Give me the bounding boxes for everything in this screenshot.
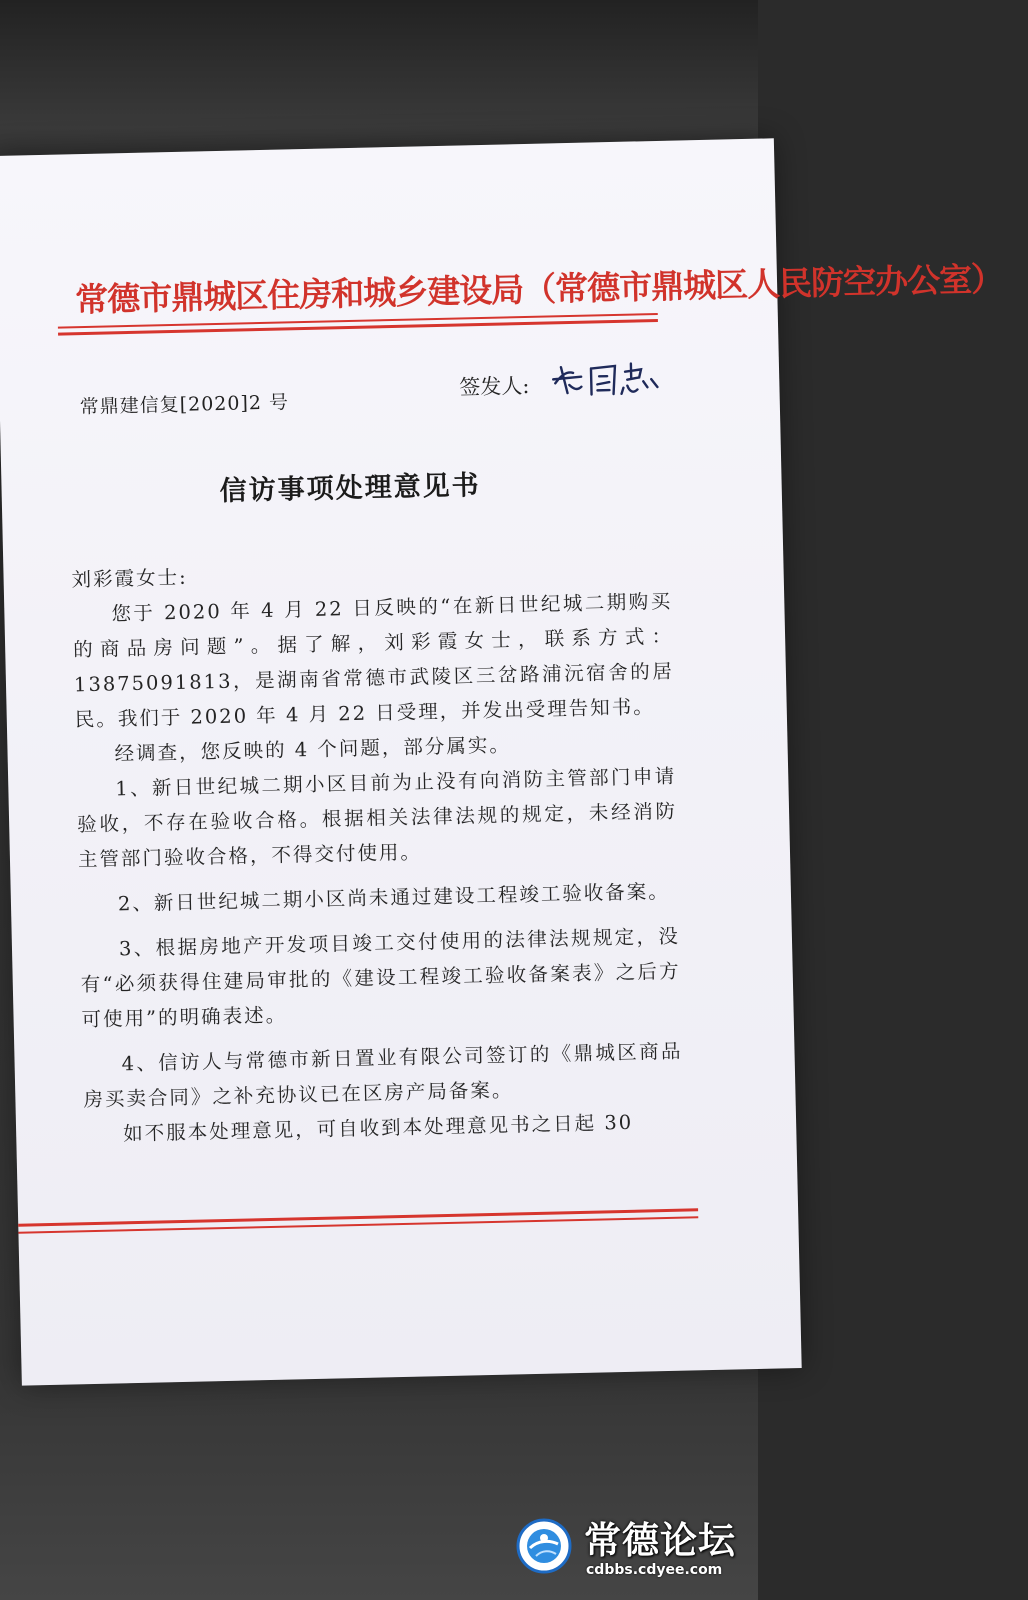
letter-body [71,549,684,1152]
paragraph-item-1: 1、新日世纪城二期小区目前为止没有向消防主管部门申请验收，不存在验收合格。根据相关法律法规的规定，未经消防主管部门验收合格，不得交付使用。 [76,764,678,872]
forum-name: 常德论坛 [584,1518,736,1562]
document-sheet [0,138,1004,1385]
paragraph-intro: 您于 2020 年 4 月 22 日反映的“在新日世纪城二期购买的商品房问题”。据了解，刘彩霞女士，联系方式：13875091813，是湖南省常德市武陵区三岔路浦沅宿舍的居民。我们于 2020 年 4 月 22 日受理，并发出受理告知书。 [72,589,675,732]
salutation: 刘彩霞女士: [71,565,188,592]
forum-globe-logo-icon [516,1518,572,1574]
forum-url: cdbbs.cdyee.com [586,1562,723,1578]
paragraph-item-3: 3、根据房地产开发项目竣工交付使用的法律法规规定，没有“必须获得住建局审批的《建设工程竣工验收备案表》之后方可使用”的明确表述。 [80,924,681,1032]
letterhead-agency: 常德市鼎城区住房和城乡建设局（常德市鼎城区人民防空办公室） [74,259,1004,320]
signer-label: 签发人: [459,373,530,400]
document-title: 信访事项处理意见书 [219,470,481,507]
paragraph-item-4: 4、信访人与常德市新日置业有限公司签订的《鼎城区商品房买卖合同》之补充协议已在区房产局备案。 [83,1039,683,1112]
handwritten-signature [547,351,678,404]
paragraph-appeal: 如不服本处理意见，可自收到本处理意见书之日起 30 [122,1110,634,1146]
document-number: 常鼎建信复[2020]2 号 [79,391,290,419]
paragraph-findings: 经调查，您反映的 4 个问题，部分属实。 [114,733,512,766]
paragraph-item-2: 2、新日世纪城二期小区尚未通过建设工程竣工验收备案。 [117,879,671,916]
forum-watermark [512,1500,752,1590]
